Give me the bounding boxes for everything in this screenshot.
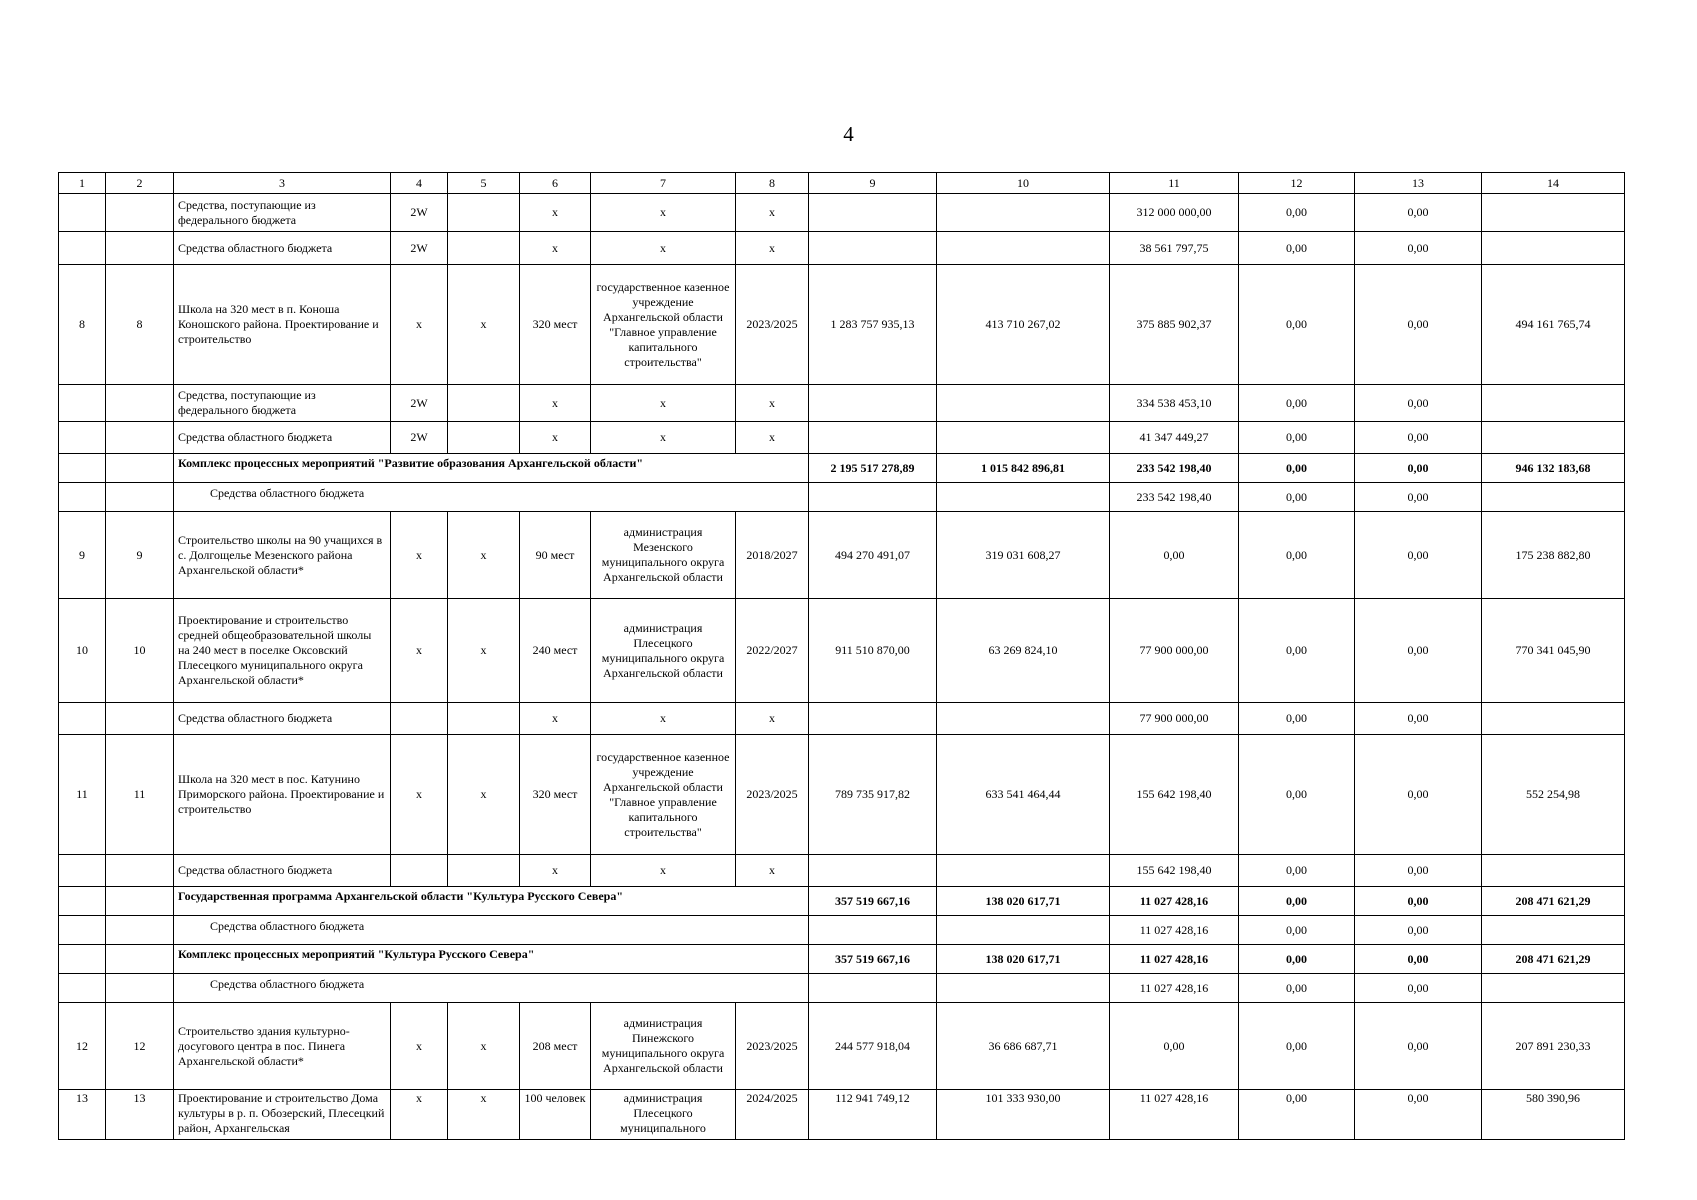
cell-num: 8 <box>59 265 106 385</box>
cell-period: 2022/2027 <box>736 599 809 703</box>
cell-code: х <box>391 512 448 599</box>
section-title: Комплекс процессных мероприятий "Культура Русского Севера" <box>174 945 809 974</box>
cell-estimated-cost <box>809 855 937 887</box>
cell-financed <box>937 422 1110 454</box>
cell-capacity: 90 мест <box>520 512 591 599</box>
cell-period: х <box>736 703 809 735</box>
cell-col12: 0,00 <box>1239 916 1355 945</box>
cell-col14 <box>1482 916 1625 945</box>
empty-cell <box>106 974 174 1003</box>
cell-code2 <box>448 232 520 265</box>
cell-code2 <box>448 194 520 232</box>
cell-col14: 552 254,98 <box>1482 735 1625 855</box>
cell-name: Проектирование и строительство средней общеобразовательной школы на 240 мест в поселке Оксовский Плесецкого муниципального округа Архангельской области* <box>174 599 391 703</box>
cell-code2: х <box>448 599 520 703</box>
cell-customer: администрация Пинежского муниципального округа Архангельской области <box>591 1003 736 1090</box>
cell-col13: 0,00 <box>1355 735 1482 855</box>
cell-col14: 208 471 621,29 <box>1482 887 1625 916</box>
cell-code: х <box>391 1090 448 1140</box>
cell-financed: 36 686 687,71 <box>937 1003 1110 1090</box>
cell-estimated-cost <box>809 422 937 454</box>
cell-num: 13 <box>59 1090 106 1140</box>
cell-col11: 0,00 <box>1110 512 1239 599</box>
cell-code2: х <box>448 512 520 599</box>
funding-source-label: Средства областного бюджета <box>174 974 809 1003</box>
cell-financed: 63 269 824,10 <box>937 599 1110 703</box>
cell-financed: 138 020 617,71 <box>937 945 1110 974</box>
cell-npp <box>106 422 174 454</box>
cell-col12: 0,00 <box>1239 735 1355 855</box>
cell-customer: х <box>591 703 736 735</box>
cell-col14 <box>1482 703 1625 735</box>
table-row <box>59 194 1625 232</box>
cell-col13: 0,00 <box>1355 265 1482 385</box>
cell-npp: 8 <box>106 265 174 385</box>
cell-estimated-cost: 1 283 757 935,13 <box>809 265 937 385</box>
cell-col11: 11 027 428,16 <box>1110 974 1239 1003</box>
cell-col14 <box>1482 855 1625 887</box>
cell-capacity: х <box>520 232 591 265</box>
cell-financed <box>937 232 1110 265</box>
cell-financed: 101 333 930,00 <box>937 1090 1110 1140</box>
header-cell-8: 8 <box>736 173 809 194</box>
cell-financed: 319 031 608,27 <box>937 512 1110 599</box>
cell-financed <box>937 703 1110 735</box>
page-number: 4 <box>843 122 854 146</box>
cell-col12: 0,00 <box>1239 974 1355 1003</box>
table-row <box>59 735 1625 855</box>
cell-col14: 175 238 882,80 <box>1482 512 1625 599</box>
funding-source-label: Средства областного бюджета <box>174 483 809 512</box>
cell-capacity: х <box>520 422 591 454</box>
cell-npp: 12 <box>106 1003 174 1090</box>
cell-code: х <box>391 735 448 855</box>
cell-col11: 11 027 428,16 <box>1110 945 1239 974</box>
section-total-row <box>59 945 1625 974</box>
cell-name: Проектирование и строительство Дома культуры в р. п. Обозерский, Плесецкий район, Архангельская <box>174 1090 391 1140</box>
cell-estimated-cost <box>809 194 937 232</box>
cell-capacity: 240 мест <box>520 599 591 703</box>
cell-col14: 208 471 621,29 <box>1482 945 1625 974</box>
cell-col11: 155 642 198,40 <box>1110 735 1239 855</box>
cell-col12: 0,00 <box>1239 265 1355 385</box>
cell-npp <box>106 703 174 735</box>
cell-code: х <box>391 265 448 385</box>
cell-col13: 0,00 <box>1355 855 1482 887</box>
cell-npp: 9 <box>106 512 174 599</box>
cell-num: 9 <box>59 512 106 599</box>
header-cell-4: 4 <box>391 173 448 194</box>
table-row <box>59 265 1625 385</box>
cell-name: Школа на 320 мест в пос. Катунино Приморского района. Проектирование и строительство <box>174 735 391 855</box>
cell-customer: администрация Плесецкого муниципального <box>591 1090 736 1140</box>
cell-col12: 0,00 <box>1239 855 1355 887</box>
cell-num <box>59 232 106 265</box>
cell-col11: 233 542 198,40 <box>1110 483 1239 512</box>
cell-col13: 0,00 <box>1355 703 1482 735</box>
cell-col12: 0,00 <box>1239 1003 1355 1090</box>
cell-capacity: х <box>520 703 591 735</box>
cell-name: Строительство здания культурно-досугового центра в пос. Пинега Архангельской области* <box>174 1003 391 1090</box>
cell-code: х <box>391 1003 448 1090</box>
cell-financed: 138 020 617,71 <box>937 887 1110 916</box>
cell-npp <box>106 385 174 422</box>
cell-num <box>59 703 106 735</box>
cell-period: 2023/2025 <box>736 1003 809 1090</box>
cell-code <box>391 855 448 887</box>
empty-cell <box>59 887 106 916</box>
cell-col13: 0,00 <box>1355 599 1482 703</box>
cell-name: Школа на 320 мест в п. Коноша Коношского района. Проектирование и строительство <box>174 265 391 385</box>
cell-financed <box>937 916 1110 945</box>
header-cell-1: 1 <box>59 173 106 194</box>
cell-capacity: 100 человек <box>520 1090 591 1140</box>
cell-customer: администрация Мезенского муниципального округа Архангельской области <box>591 512 736 599</box>
cell-col11: 233 542 198,40 <box>1110 454 1239 483</box>
cell-estimated-cost: 789 735 917,82 <box>809 735 937 855</box>
cell-customer: х <box>591 855 736 887</box>
cell-col11: 77 900 000,00 <box>1110 703 1239 735</box>
cell-code2 <box>448 703 520 735</box>
cell-col14 <box>1482 194 1625 232</box>
cell-col11: 334 538 453,10 <box>1110 385 1239 422</box>
cell-capacity: 320 мест <box>520 265 591 385</box>
investment-table <box>58 172 1625 1140</box>
cell-col14: 770 341 045,90 <box>1482 599 1625 703</box>
cell-estimated-cost: 494 270 491,07 <box>809 512 937 599</box>
funding-source-row <box>59 483 1625 512</box>
table-row <box>59 1090 1625 1140</box>
cell-name: Средства областного бюджета <box>174 703 391 735</box>
header-cell-5: 5 <box>448 173 520 194</box>
cell-num <box>59 385 106 422</box>
table-row <box>59 599 1625 703</box>
empty-cell <box>106 916 174 945</box>
cell-col11: 155 642 198,40 <box>1110 855 1239 887</box>
cell-code2: х <box>448 735 520 855</box>
cell-estimated-cost <box>809 916 937 945</box>
cell-col12: 0,00 <box>1239 422 1355 454</box>
section-total-row <box>59 454 1625 483</box>
cell-estimated-cost: 2 195 517 278,89 <box>809 454 937 483</box>
cell-period: 2023/2025 <box>736 265 809 385</box>
empty-cell <box>59 974 106 1003</box>
empty-cell <box>106 887 174 916</box>
cell-name: Строительство школы на 90 учащихся в с. Долгощелье Мезенского района Архангельской области* <box>174 512 391 599</box>
cell-npp <box>106 194 174 232</box>
cell-col12: 0,00 <box>1239 599 1355 703</box>
cell-period: 2023/2025 <box>736 735 809 855</box>
table-header-row <box>59 173 1625 194</box>
cell-num: 11 <box>59 735 106 855</box>
table-row <box>59 855 1625 887</box>
cell-estimated-cost <box>809 483 937 512</box>
cell-capacity: х <box>520 194 591 232</box>
cell-capacity: 208 мест <box>520 1003 591 1090</box>
cell-code2 <box>448 385 520 422</box>
cell-col13: 0,00 <box>1355 483 1482 512</box>
cell-estimated-cost: 357 519 667,16 <box>809 887 937 916</box>
empty-cell <box>59 483 106 512</box>
cell-col11: 375 885 902,37 <box>1110 265 1239 385</box>
cell-col13: 0,00 <box>1355 512 1482 599</box>
cell-capacity: х <box>520 855 591 887</box>
funding-source-label: Средства областного бюджета <box>174 916 809 945</box>
cell-col13: 0,00 <box>1355 385 1482 422</box>
cell-npp: 11 <box>106 735 174 855</box>
cell-code: 2W <box>391 422 448 454</box>
header-cell-9: 9 <box>809 173 937 194</box>
cell-col12: 0,00 <box>1239 454 1355 483</box>
header-cell-3: 3 <box>174 173 391 194</box>
cell-financed <box>937 385 1110 422</box>
cell-customer: х <box>591 194 736 232</box>
cell-col13: 0,00 <box>1355 232 1482 265</box>
cell-estimated-cost <box>809 232 937 265</box>
funding-source-row <box>59 916 1625 945</box>
cell-estimated-cost <box>809 974 937 1003</box>
cell-code2 <box>448 855 520 887</box>
cell-code: 2W <box>391 385 448 422</box>
cell-estimated-cost: 357 519 667,16 <box>809 945 937 974</box>
cell-customer: государственное казенное учреждение Архангельской области "Главное управление капитального строительства" <box>591 735 736 855</box>
cell-npp <box>106 232 174 265</box>
cell-col12: 0,00 <box>1239 887 1355 916</box>
table-row <box>59 703 1625 735</box>
cell-name: Средства, поступающие из федерального бюджета <box>174 385 391 422</box>
header-cell-13: 13 <box>1355 173 1482 194</box>
cell-financed: 1 015 842 896,81 <box>937 454 1110 483</box>
cell-col13: 0,00 <box>1355 887 1482 916</box>
cell-col12: 0,00 <box>1239 512 1355 599</box>
empty-cell <box>106 454 174 483</box>
cell-customer: х <box>591 422 736 454</box>
header-cell-14: 14 <box>1482 173 1625 194</box>
cell-financed <box>937 483 1110 512</box>
cell-financed: 633 541 464,44 <box>937 735 1110 855</box>
cell-estimated-cost: 911 510 870,00 <box>809 599 937 703</box>
cell-npp <box>106 855 174 887</box>
cell-capacity: 320 мест <box>520 735 591 855</box>
cell-code2: х <box>448 1090 520 1140</box>
cell-period: х <box>736 855 809 887</box>
header-cell-2: 2 <box>106 173 174 194</box>
cell-col13: 0,00 <box>1355 916 1482 945</box>
cell-name: Средства областного бюджета <box>174 855 391 887</box>
cell-num: 10 <box>59 599 106 703</box>
cell-financed: 413 710 267,02 <box>937 265 1110 385</box>
cell-col11: 11 027 428,16 <box>1110 887 1239 916</box>
cell-code2: х <box>448 265 520 385</box>
cell-code: х <box>391 599 448 703</box>
cell-estimated-cost <box>809 703 937 735</box>
cell-col11: 41 347 449,27 <box>1110 422 1239 454</box>
cell-col11: 38 561 797,75 <box>1110 232 1239 265</box>
header-cell-10: 10 <box>937 173 1110 194</box>
cell-col12: 0,00 <box>1239 483 1355 512</box>
cell-code: 2W <box>391 232 448 265</box>
cell-code <box>391 703 448 735</box>
section-title: Комплекс процессных мероприятий "Развитие образования Архангельской области" <box>174 454 809 483</box>
header-cell-7: 7 <box>591 173 736 194</box>
cell-customer: государственное казенное учреждение Архангельской области "Главное управление капитального строительства" <box>591 265 736 385</box>
cell-col12: 0,00 <box>1239 703 1355 735</box>
cell-customer: х <box>591 385 736 422</box>
cell-col12: 0,00 <box>1239 232 1355 265</box>
cell-estimated-cost: 112 941 749,12 <box>809 1090 937 1140</box>
cell-col14 <box>1482 483 1625 512</box>
cell-col13: 0,00 <box>1355 945 1482 974</box>
empty-cell <box>59 945 106 974</box>
cell-col14: 580 390,96 <box>1482 1090 1625 1140</box>
cell-col13: 0,00 <box>1355 974 1482 1003</box>
cell-num <box>59 194 106 232</box>
cell-col14: 207 891 230,33 <box>1482 1003 1625 1090</box>
cell-capacity: х <box>520 385 591 422</box>
table-row <box>59 232 1625 265</box>
cell-estimated-cost: 244 577 918,04 <box>809 1003 937 1090</box>
cell-num <box>59 422 106 454</box>
cell-col13: 0,00 <box>1355 194 1482 232</box>
cell-customer: администрация Плесецкого муниципального округа Архангельской области <box>591 599 736 703</box>
header-cell-6: 6 <box>520 173 591 194</box>
cell-col11: 11 027 428,16 <box>1110 1090 1239 1140</box>
cell-col11: 0,00 <box>1110 1003 1239 1090</box>
cell-col11: 77 900 000,00 <box>1110 599 1239 703</box>
cell-period: 2024/2025 <box>736 1090 809 1140</box>
cell-financed <box>937 194 1110 232</box>
cell-name: Средства областного бюджета <box>174 422 391 454</box>
cell-period: х <box>736 194 809 232</box>
cell-customer: х <box>591 232 736 265</box>
cell-npp: 13 <box>106 1090 174 1140</box>
empty-cell <box>106 483 174 512</box>
cell-financed <box>937 855 1110 887</box>
cell-col14 <box>1482 385 1625 422</box>
cell-col14 <box>1482 974 1625 1003</box>
cell-col13: 0,00 <box>1355 422 1482 454</box>
cell-col12: 0,00 <box>1239 1090 1355 1140</box>
cell-code: 2W <box>391 194 448 232</box>
header-cell-12: 12 <box>1239 173 1355 194</box>
cell-num: 12 <box>59 1003 106 1090</box>
cell-financed <box>937 974 1110 1003</box>
table-row <box>59 422 1625 454</box>
cell-col13: 0,00 <box>1355 1003 1482 1090</box>
cell-col11: 312 000 000,00 <box>1110 194 1239 232</box>
cell-period: х <box>736 232 809 265</box>
empty-cell <box>106 945 174 974</box>
funding-source-row <box>59 974 1625 1003</box>
header-cell-11: 11 <box>1110 173 1239 194</box>
cell-period: х <box>736 385 809 422</box>
cell-num <box>59 855 106 887</box>
section-title: Государственная программа Архангельской области "Культура Русского Севера" <box>174 887 809 916</box>
cell-period: х <box>736 422 809 454</box>
cell-col14: 946 132 183,68 <box>1482 454 1625 483</box>
cell-name: Средства, поступающие из федерального бюджета <box>174 194 391 232</box>
cell-col12: 0,00 <box>1239 385 1355 422</box>
cell-npp: 10 <box>106 599 174 703</box>
cell-period: 2018/2027 <box>736 512 809 599</box>
cell-code2: х <box>448 1003 520 1090</box>
cell-name: Средства областного бюджета <box>174 232 391 265</box>
table-row <box>59 512 1625 599</box>
table-row <box>59 385 1625 422</box>
section-total-row <box>59 887 1625 916</box>
cell-col13: 0,00 <box>1355 454 1482 483</box>
cell-col11: 11 027 428,16 <box>1110 916 1239 945</box>
cell-code2 <box>448 422 520 454</box>
cell-col13: 0,00 <box>1355 1090 1482 1140</box>
cell-col14 <box>1482 422 1625 454</box>
empty-cell <box>59 916 106 945</box>
cell-col14 <box>1482 232 1625 265</box>
table-row <box>59 1003 1625 1090</box>
empty-cell <box>59 454 106 483</box>
cell-estimated-cost <box>809 385 937 422</box>
cell-col12: 0,00 <box>1239 194 1355 232</box>
cell-col12: 0,00 <box>1239 945 1355 974</box>
cell-col14: 494 161 765,74 <box>1482 265 1625 385</box>
